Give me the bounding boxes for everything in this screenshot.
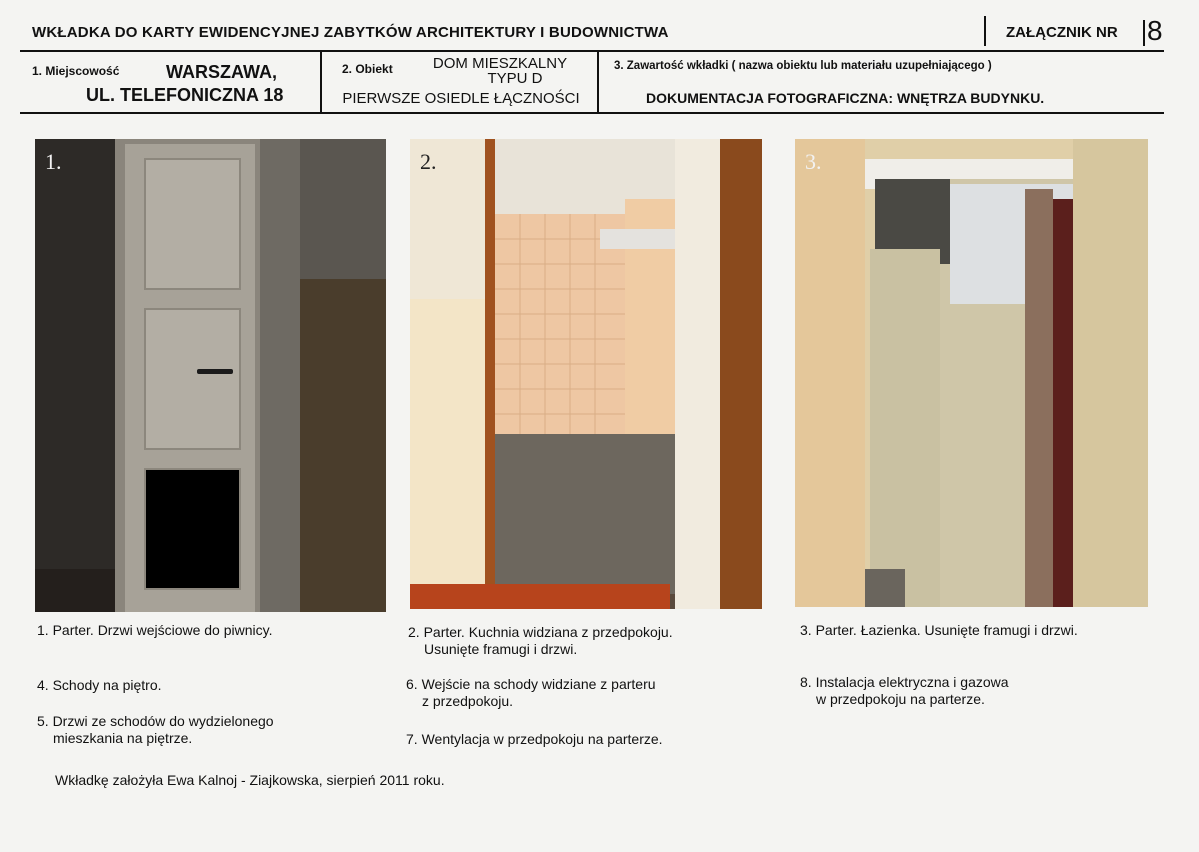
object-name-line3: PIERWSZE OSIEDLE ŁĄCZNOŚCI (342, 90, 580, 107)
photo-1-image (35, 139, 386, 612)
caption-6-line2: z przedpokoju. (422, 693, 514, 709)
caption-8-line1: 8. Instalacja elektryczna i gazowa (800, 674, 1009, 690)
locality-city: WARSZAWA, (166, 62, 277, 82)
photo-1-number: 1. (45, 149, 62, 174)
photo-2-kitchen (410, 139, 762, 609)
annex-number: 8 (1147, 15, 1163, 46)
caption-2 (408, 624, 673, 658)
object-name-line1: DOM MIESZKALNY (432, 55, 568, 72)
annex-label: ZAŁĄCZNIK NR (1006, 24, 1118, 41)
caption-8 (800, 674, 1009, 708)
annex-box (984, 16, 1176, 46)
object-name-line2: TYPU D (487, 70, 543, 87)
caption-8-line2: w przedpokoju na parterze. (816, 691, 985, 707)
caption-7: 7. Wentylacja w przedpokoju na parterze. (406, 731, 663, 747)
content-value: DOKUMENTACJA FOTOGRAFICZNA: WNĘTRZA BUDYNKU. (646, 90, 1045, 106)
author-note: Wkładkę założyła Ewa Kalnoj - Ziajkowska, sierpień 2011 roku. (55, 772, 445, 788)
photo-1-basement-door (35, 139, 386, 612)
caption-5-line1: 5. Drzwi ze schodów do wydzielonego (37, 713, 274, 729)
caption-6 (406, 676, 656, 710)
caption-1: 1. Parter. Drzwi wejściowe do piwnicy. (37, 622, 273, 638)
caption-2-line2: Usunięte framugi i drzwi. (424, 641, 578, 657)
header-rule-top (20, 50, 1164, 52)
locality-label: 1. Miejscowość (32, 64, 120, 78)
photo-2-number: 2. (420, 149, 437, 174)
caption-4: 4. Schody na piętro. (37, 677, 162, 693)
photo-3-number: 3. (805, 149, 822, 174)
document-title: WKŁADKA DO KARTY EWIDENCYJNEJ ZABYTKÓW ARCHITEKTURY I BUDOWNICTWA (32, 24, 669, 41)
caption-5-line2: mieszkania na piętrze. (53, 730, 193, 746)
field-divider-1 (320, 51, 322, 113)
locality-street: UL. TELEFONICZNA 18 (86, 85, 284, 105)
photo-3-image (795, 139, 1148, 607)
header-rule-bottom (20, 112, 1164, 114)
caption-6-line1: 6. Wejście na schody widziane z parteru (406, 676, 656, 692)
caption-3: 3. Parter. Łazienka. Usunięte framugi i drzwi. (800, 622, 1078, 638)
object-label: 2. Obiekt (342, 62, 393, 76)
caption-2-line1: 2. Parter. Kuchnia widziana z przedpokoju. (408, 624, 673, 640)
annex-divider (1143, 20, 1145, 46)
content-label: 3. Zawartość wkładki ( nazwa obiektu lub materiału uzupełniającego ) (614, 60, 992, 72)
photo-3-bathroom (795, 139, 1148, 607)
photo-2-image (410, 139, 762, 609)
caption-5 (37, 713, 274, 747)
